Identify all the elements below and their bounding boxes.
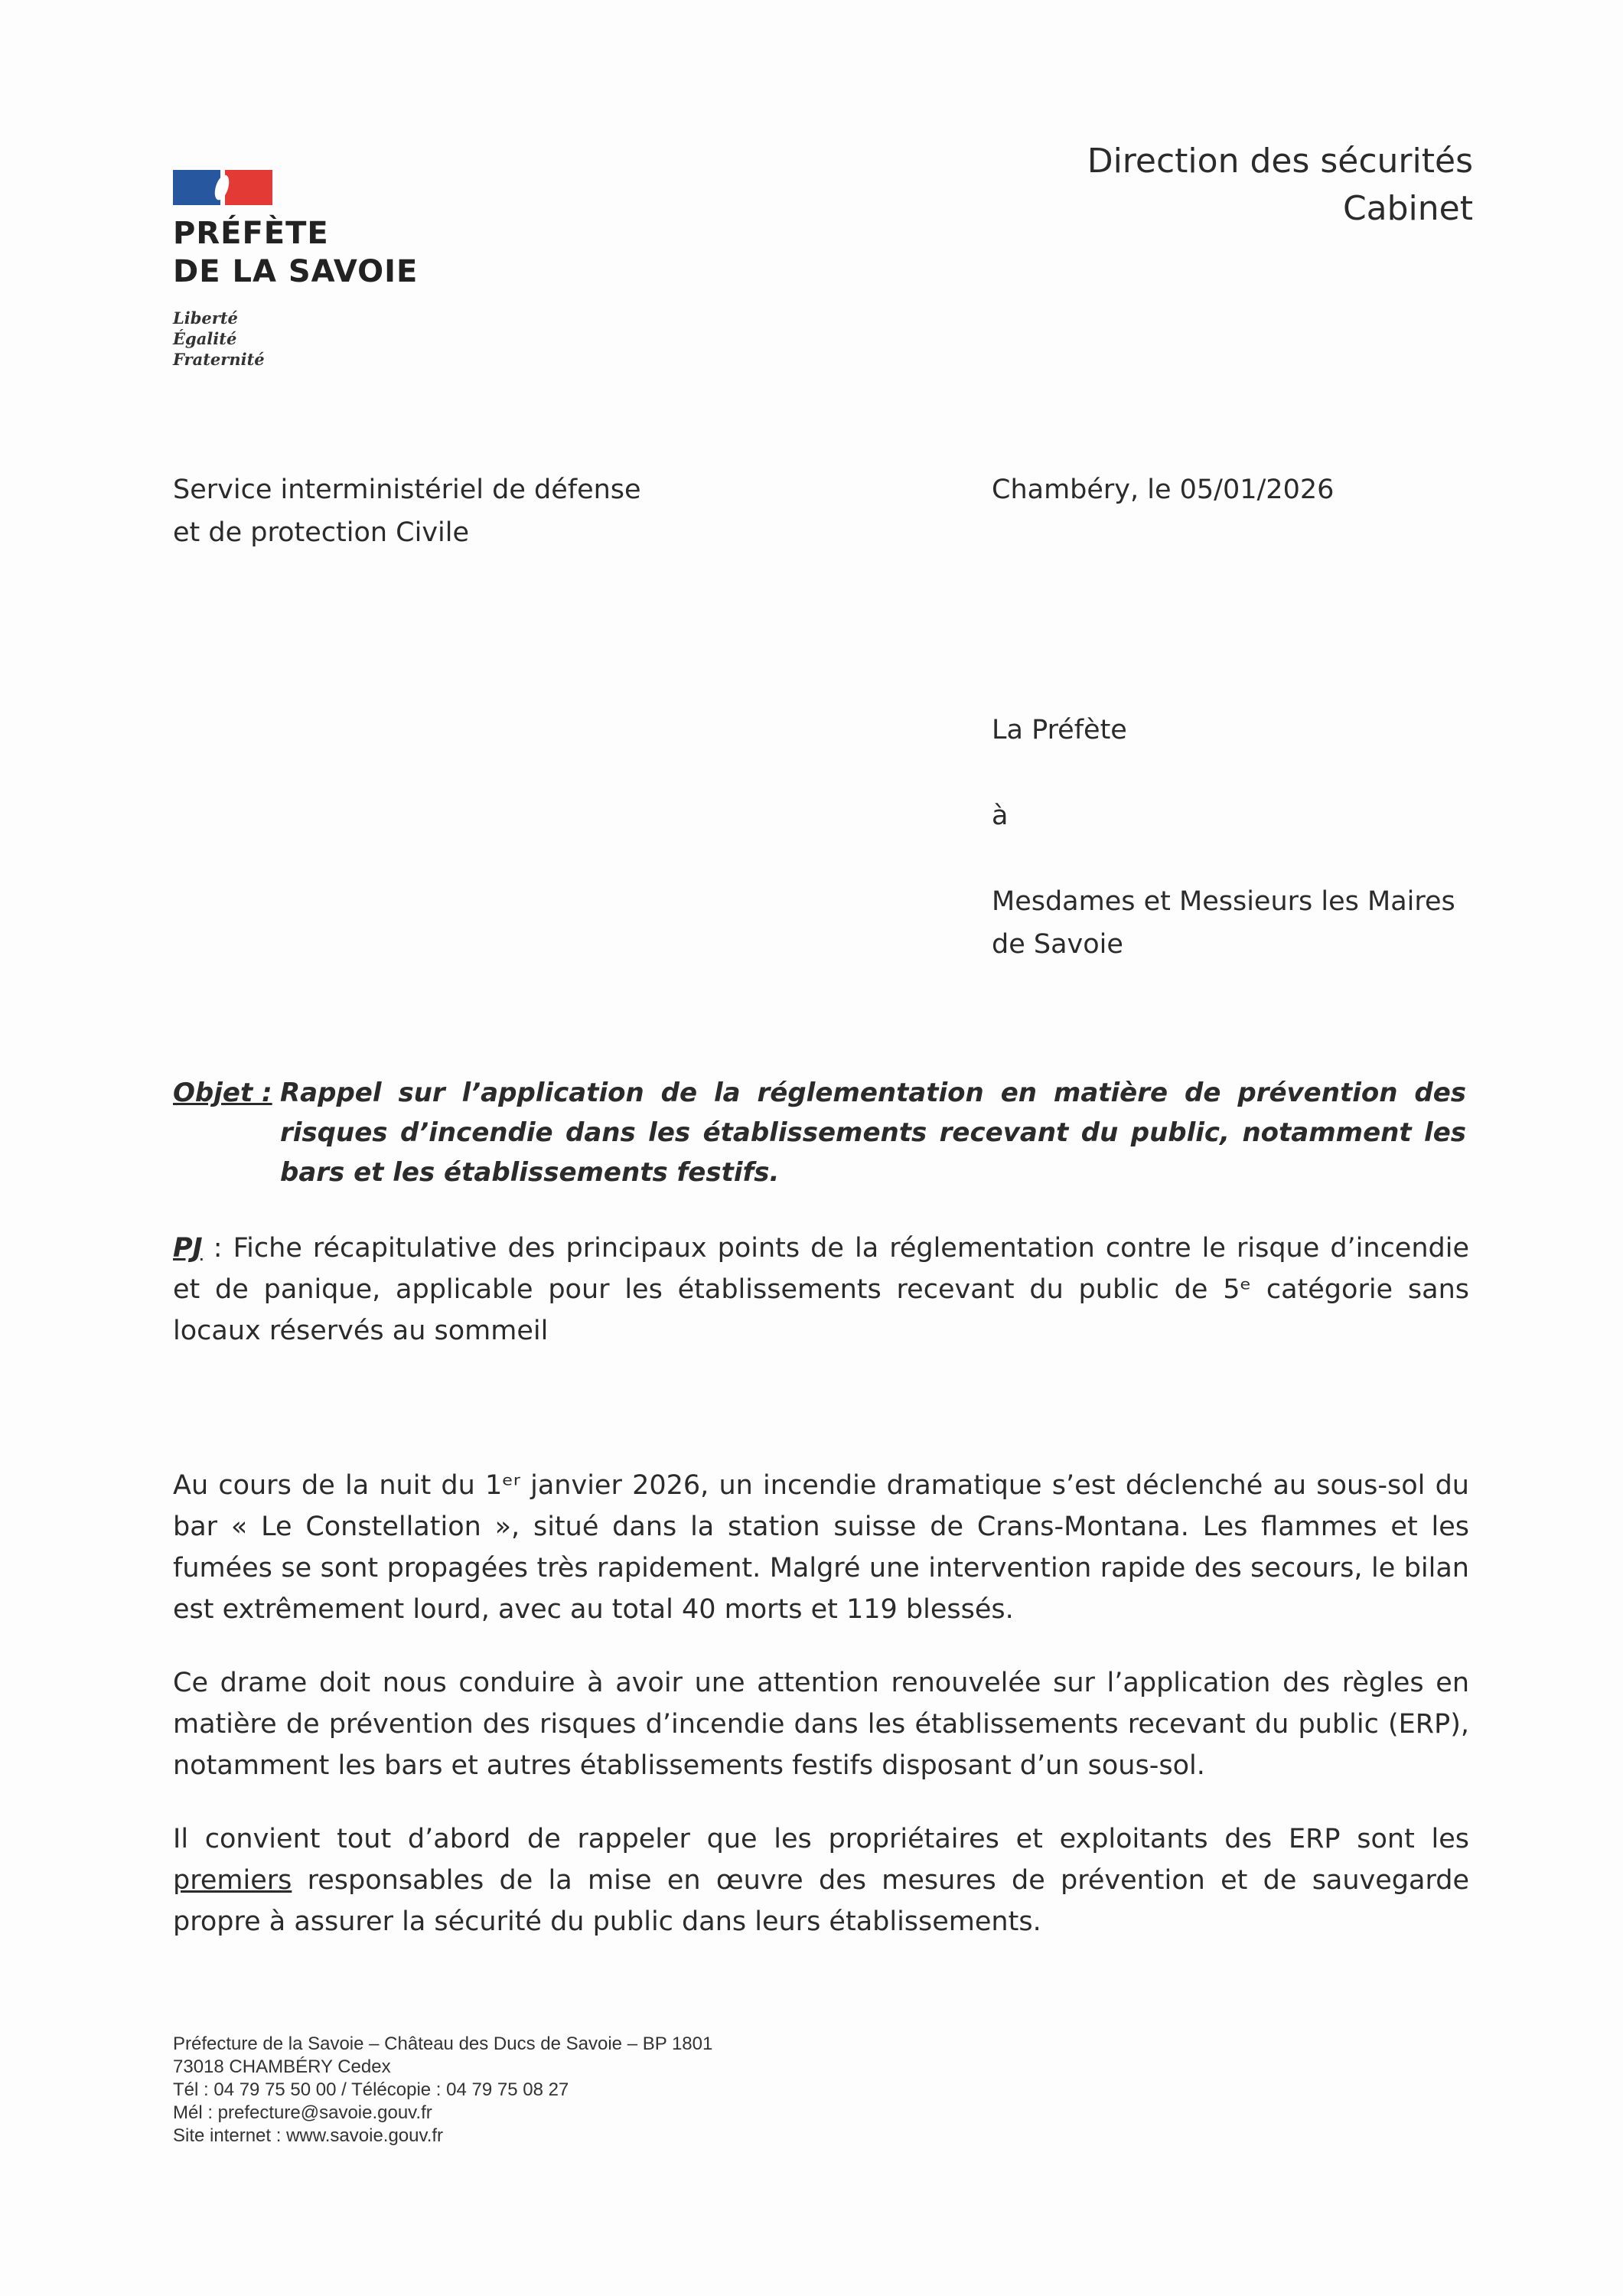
subject-text: Rappel sur l’application de la réglementation en matière de prévention des risques d’incendie dans les établissements recevant du public, notamment les bars et les établissements festifs. — [280, 1078, 1466, 1188]
motto-liberte: Liberté — [173, 308, 238, 328]
service-line1: Service interministériel de défense — [173, 475, 641, 505]
subject-block — [173, 1073, 1474, 1192]
direction-line2: Cabinet — [1342, 189, 1473, 228]
recipient-line2: de Savoie — [992, 929, 1123, 960]
footer-address: Préfecture de la Savoie – Château des Ducs de Savoie – BP 1801 — [173, 2033, 713, 2054]
footer-email: Mél : prefecture@savoie.gouv.fr — [173, 2102, 432, 2123]
footer-city: 73018 CHAMBÉRY Cedex — [173, 2056, 391, 2077]
body-paragraph-2: Ce drame doit nous conduire à avoir une attention renouvelée sur l’application des règles en matière de prévention des risques d’incendie dans les établissements recevant du public (ERP), notamment les bars et autres établissements festifs disposant d’un sous-sol. — [173, 1668, 1469, 1781]
org-name-line1: PRÉFÈTE — [173, 216, 329, 251]
footer-website: Site internet : www.savoie.gouv.fr — [173, 2125, 444, 2146]
body-paragraph-3 — [173, 1818, 1469, 1942]
paragraph-3-end: responsables de la mise en œuvre des mesures de prévention et de sauvegarde propre à assurer la sécurité du public dans leurs établissements. — [173, 1865, 1469, 1937]
motto-fraternite: Fraternité — [173, 350, 265, 369]
footer-phone: Tél : 04 79 75 50 00 / Télécopie : 04 79 75 08 27 — [173, 2079, 569, 2100]
attachment-block — [173, 1228, 1469, 1352]
paragraph-3-emphasis: premiers — [173, 1865, 292, 1896]
republic-motto — [173, 308, 448, 370]
attachment-text: : Fiche récapitulative des principaux points de la réglementation contre le risque d’incendie et de panique, applicable pour les établissements recevant du public de 5ᵉ catégorie sans locaux réservés au sommeil — [173, 1233, 1469, 1346]
attachment-label: PJ — [173, 1233, 203, 1264]
motto-egalite: Égalité — [173, 329, 237, 348]
direction-header — [1087, 138, 1473, 233]
prefecture-address-footer — [173, 2033, 712, 2148]
recipient-line1: Mesdames et Messieurs les Maires — [992, 886, 1455, 917]
service-name — [173, 468, 641, 554]
direction-line1: Direction des sécurités — [1087, 142, 1473, 181]
recipient-block — [992, 709, 1455, 966]
letter-date: Chambéry, le 05/01/2026 — [992, 475, 1335, 505]
subject-label: Objet : — [173, 1078, 272, 1108]
service-line2: et de protection Civile — [173, 517, 470, 548]
body-paragraph-1: Au cours de la nuit du 1ᵉʳ janvier 2026, un incendie dramatique s’est déclenché au sous-sol du bar « Le Constellation », situé dans la station suisse de Crans-Montana. Les flammes et les fumées se sont propagées très rapidement. Malgré une intervention rapide des secours, le bilan est extrêmement lourd, avec au total 40 morts et 119 blessés. — [173, 1470, 1469, 1625]
prefecture-logo — [173, 170, 448, 370]
letter-body — [173, 1465, 1469, 1975]
sender: La Préfète — [992, 715, 1127, 745]
republic-flag-icon — [173, 170, 272, 205]
org-name-line2: DE LA SAVOIE — [173, 254, 419, 289]
recipient-to: à — [992, 801, 1009, 831]
paragraph-3-start: Il convient tout d’abord de rappeler que les propriétaires et exploitants des ERP sont les — [173, 1824, 1469, 1854]
